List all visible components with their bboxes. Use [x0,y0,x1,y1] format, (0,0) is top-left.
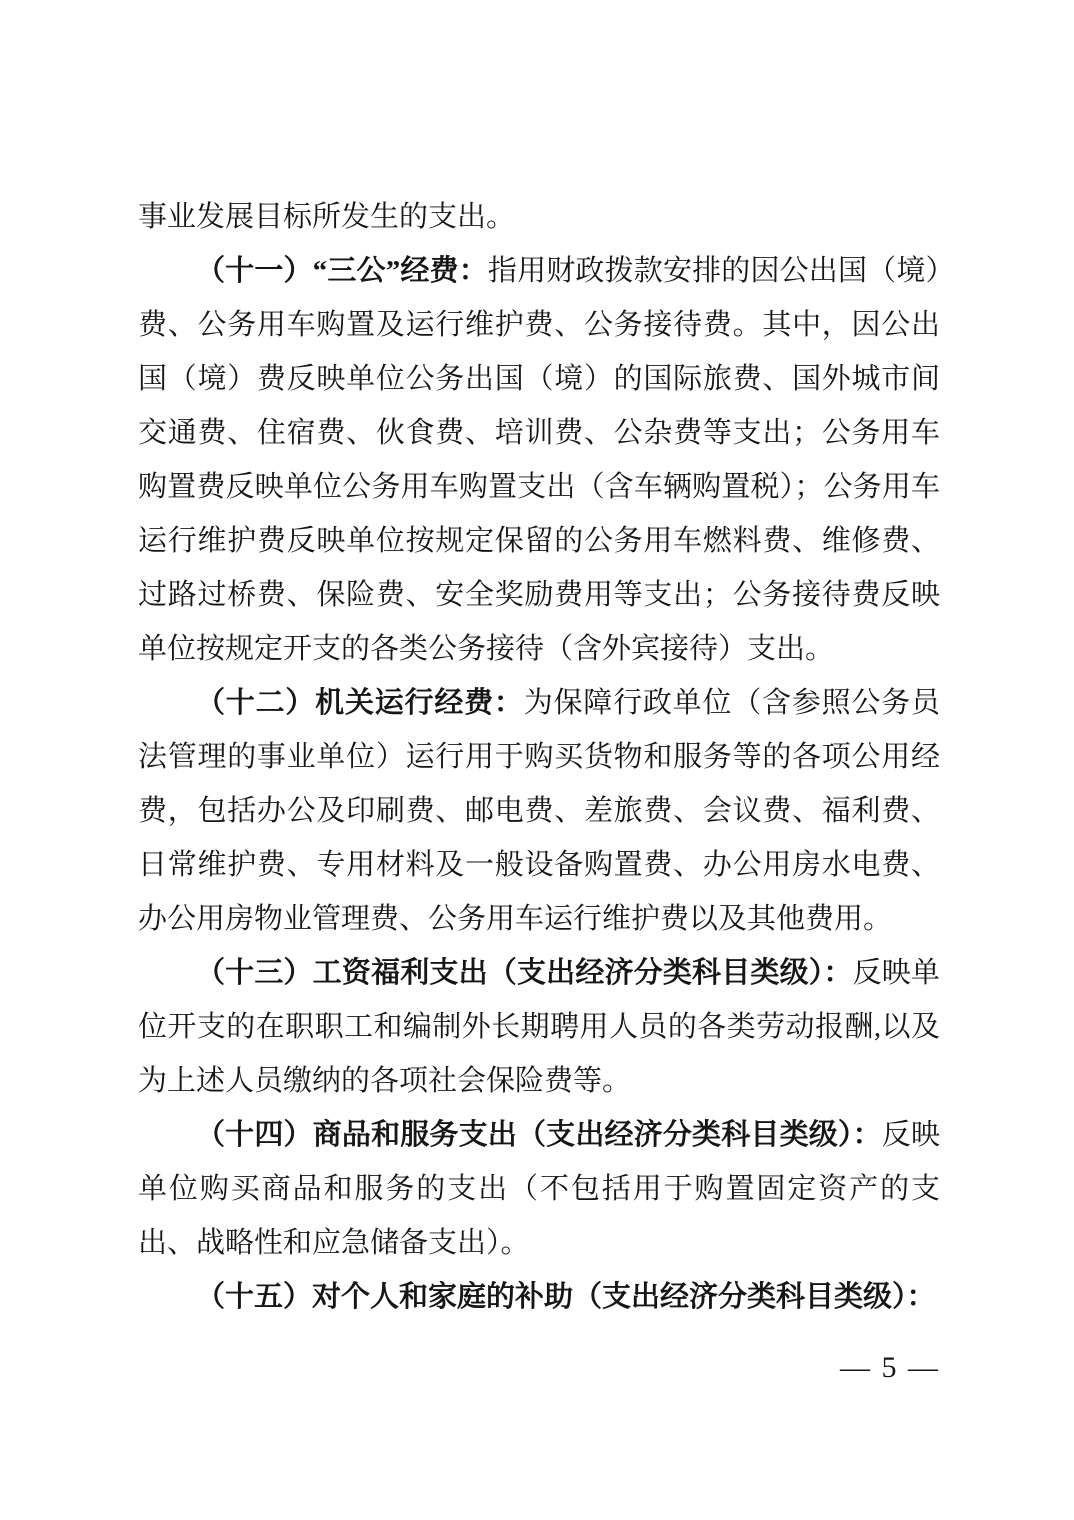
paragraph-label: （十五）对个人和家庭的补助（支出经济分类科目类级）： [196,1281,936,1313]
paragraph-label: （十一）“三公”经费： [196,255,488,287]
document-body [138,190,940,1324]
paragraph-label: （十三）工资福利支出（支出经济分类科目类级）： [196,957,853,989]
paragraph-text: 事业发展目标所发生的支出。 [138,201,516,233]
paragraph-item-12 [138,676,940,946]
paragraph-item-11 [138,244,940,676]
paragraph-continuation [138,190,940,244]
paragraph-text: 为保障行政单位（含参照公务员法管理的事业单位）运行用于购买货物和服务等的各项公用经费，包括办公及印刷费、邮电费、差旅费、会议费、福利费、日常维护费、专用材料及一般设备购置费、办公用房水电费、办公用房物业管理费、公务用车运行维护费以及其他费用。 [138,687,940,935]
paragraph-label: （十二）机关运行经费： [196,687,524,719]
page-number: — 5 — [840,1351,940,1384]
paragraph-text: 反映单位购买商品和服务的支出（不包括用于购置固定资产的支出、战略性和应急储备支出）。 [138,1119,940,1259]
paragraph-label: （十四）商品和服务支出（支出经济分类科目类级）： [196,1119,882,1151]
paragraph-text: 指用财政拨款安排的因公出国（境）费、公务用车购置及运行维护费、公务接待费。其中，因公出国（境）费反映单位公务出国（境）的国际旅费、国外城市间交通费、住宿费、伙食费、培训费、公杂费等支出；公务用车购置费反映单位公务用车购置支出（含车辆购置税）；公务用车运行维护费反映单位按规定保留的公务用车燃料费、维修费、过路过桥费、保险费、安全奖励费用等支出；公务接待费反映单位按规定开支的各类公务接待（含外宾接待）支出。 [138,255,940,665]
paragraph-text: 反映单位开支的在职职工和编制外长期聘用人员的各类劳动报酬,以及为上述人员缴纳的各项社会保险费等。 [138,957,940,1097]
paragraph-item-14 [138,1108,940,1270]
paragraph-item-15 [138,1270,940,1324]
paragraph-item-13 [138,946,940,1108]
